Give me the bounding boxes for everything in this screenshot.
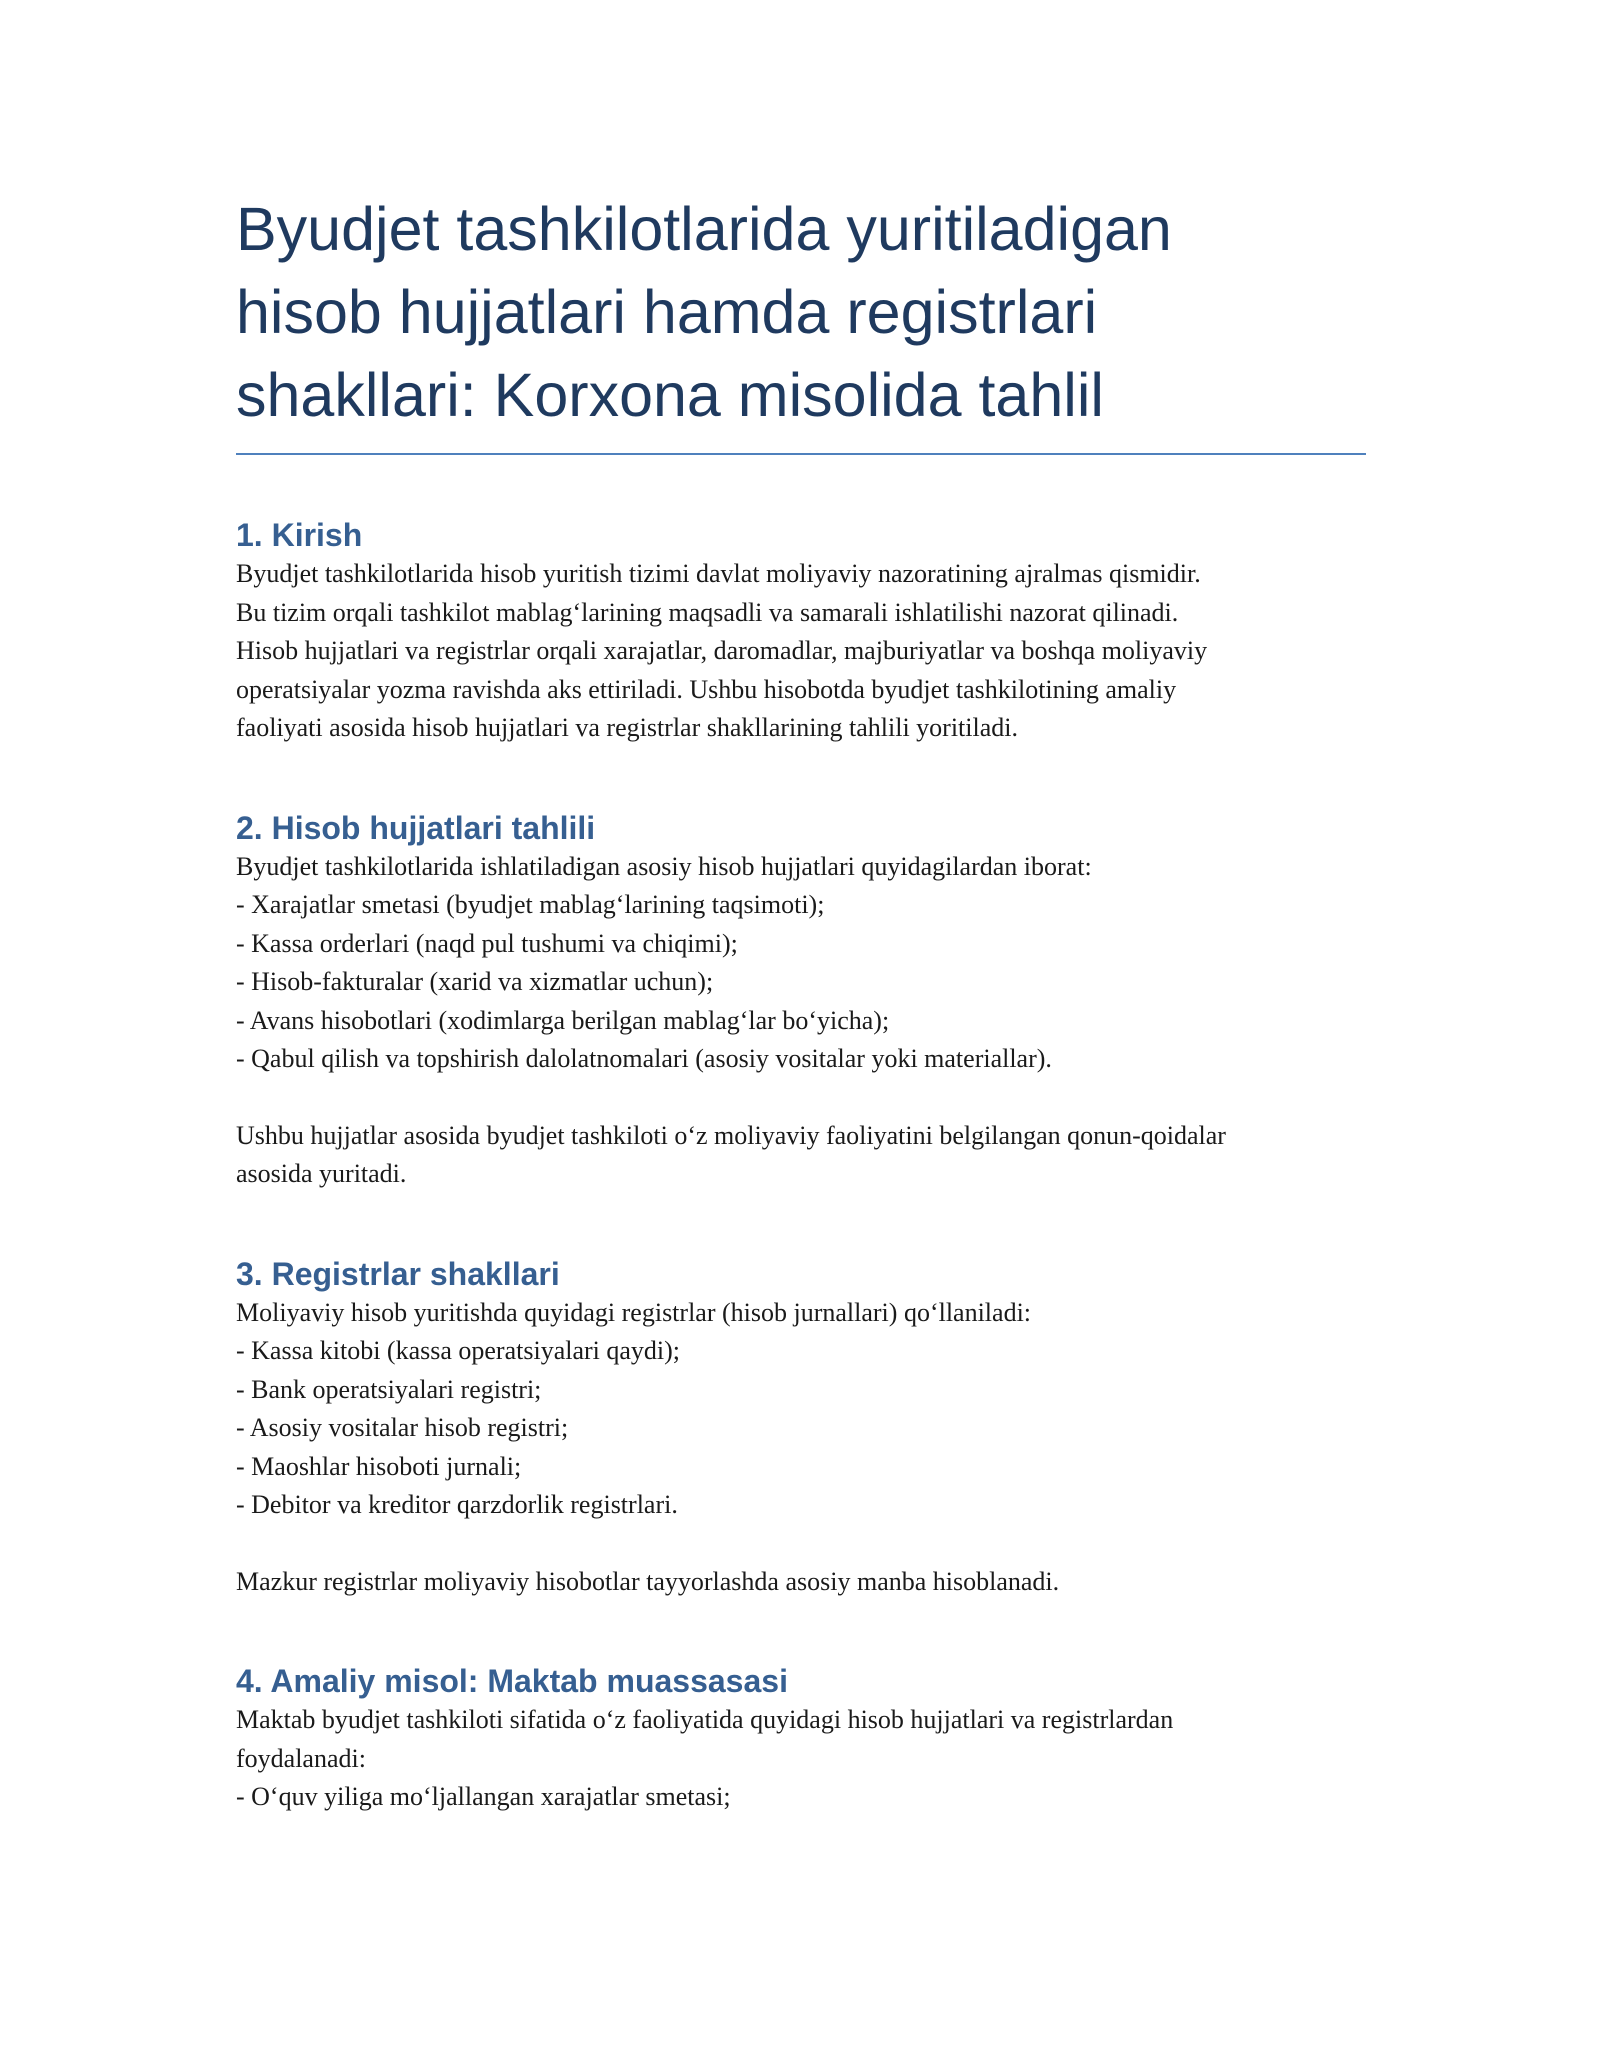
list-item: - Qabul qilish va topshirish dalolatnomalari (asosiy vositalar yoki materiallar). xyxy=(236,1044,1052,1073)
text-line: asosida yuritadi. xyxy=(236,1159,407,1188)
list-item: - Maoshlar hisoboti jurnali; xyxy=(236,1451,522,1481)
section-closing xyxy=(236,1117,1366,1194)
text-line: Mazkur registrlar moliyaviy hisobotlar tayyorlashda asosiy manba hisoblanadi. xyxy=(236,1566,1060,1596)
text-line: Byudjet tashkilotlarida ishlatiladigan asosiy hisob hujjatlari quyidagilardan iborat: xyxy=(236,851,1092,881)
text-line: Hisob hujjatlari va registrlar orqali xarajatlar, daromadlar, majburiyatlar va boshqa moliyaviy xyxy=(236,636,1208,665)
title-line: shakllari: Korxona misolida tahlil xyxy=(236,361,1104,429)
list-item: - Kassa kitobi (kassa operatsiyalari qaydi); xyxy=(236,1336,681,1365)
section-closing xyxy=(236,1563,1366,1602)
text-line: faoliyati asosida hisob hujjatlari va registrlar shakllarining tahlili yoritiladi. xyxy=(236,713,1018,742)
list-item: - Kassa orderlari (naqd pul tushumi va chiqimi); xyxy=(236,928,738,958)
text-line: Moliyaviy hisob yuritishda quyidagi registrlar (hisob jurnallari) qo‘llaniladi: xyxy=(236,1297,1032,1327)
section-heading: 2. Hisob hujjatlari tahlili xyxy=(236,809,596,846)
section-heading: 4. Amaliy misol: Maktab muassasasi xyxy=(236,1663,788,1699)
register-list xyxy=(236,1332,1366,1525)
section-register-forms xyxy=(236,1254,1366,1602)
section-paragraph xyxy=(236,555,1366,748)
text-line: foydalanadi: xyxy=(236,1743,366,1773)
list-item: - Xarajatlar smetasi (byudjet mablag‘larining taqsimoti); xyxy=(236,890,825,919)
document-title xyxy=(236,188,1366,455)
title-line: Byudjet tashkilotlarida yuritiladigan xyxy=(236,195,1172,263)
list-item: - Bank operatsiyalari registri; xyxy=(236,1374,542,1404)
section-introduction xyxy=(236,515,1366,748)
text-line: Maktab byudjet tashkiloti sifatida o‘z faoliyatida quyidagi hisob hujjatlari va registrlardan xyxy=(236,1705,1174,1734)
section-practical-example xyxy=(236,1661,1366,1817)
list-item: - Asosiy vositalar hisob registri; xyxy=(236,1413,569,1442)
title-line: hisob hujjatlari hamda registrlari xyxy=(236,278,1098,346)
list-item: - O‘quv yiliga mo‘ljallangan xarajatlar smetasi; xyxy=(236,1782,731,1811)
section-intro xyxy=(236,848,1366,887)
text-line: operatsiyalar yozma ravishda aks ettiriladi. Ushbu hisobotda byudjet tashkilotining amaliy xyxy=(236,674,1177,704)
document-page xyxy=(236,188,1366,1817)
list-item: - Debitor va kreditor qarzdorlik registrlari. xyxy=(236,1490,678,1519)
text-line: Byudjet tashkilotlarida hisob yuritish tizimi davlat moliyaviy nazoratining ajralmas qismidir. xyxy=(236,559,1201,588)
section-intro xyxy=(236,1701,1366,1778)
section-intro xyxy=(236,1294,1366,1333)
list-item: - Avans hisobotlari (xodimlarga berilgan mablag‘lar bo‘yicha); xyxy=(236,1005,890,1035)
document-list xyxy=(236,886,1366,1079)
text-line: Ushbu hujjatlar asosida byudjet tashkiloti o‘z moliyaviy faoliyatini belgilangan qonun-qoidalar xyxy=(236,1120,1226,1150)
section-heading: 1. Kirish xyxy=(236,517,363,553)
section-heading: 3. Registrlar shakllari xyxy=(236,1255,560,1292)
text-line: Bu tizim orqali tashkilot mablag‘larining maqsadli va samarali ishlatilishi nazorat qilinadi. xyxy=(236,597,1179,627)
section-accounting-documents xyxy=(236,808,1366,1194)
school-document-list xyxy=(236,1778,1366,1817)
list-item: - Hisob-fakturalar (xarid va xizmatlar uchun); xyxy=(236,967,714,996)
